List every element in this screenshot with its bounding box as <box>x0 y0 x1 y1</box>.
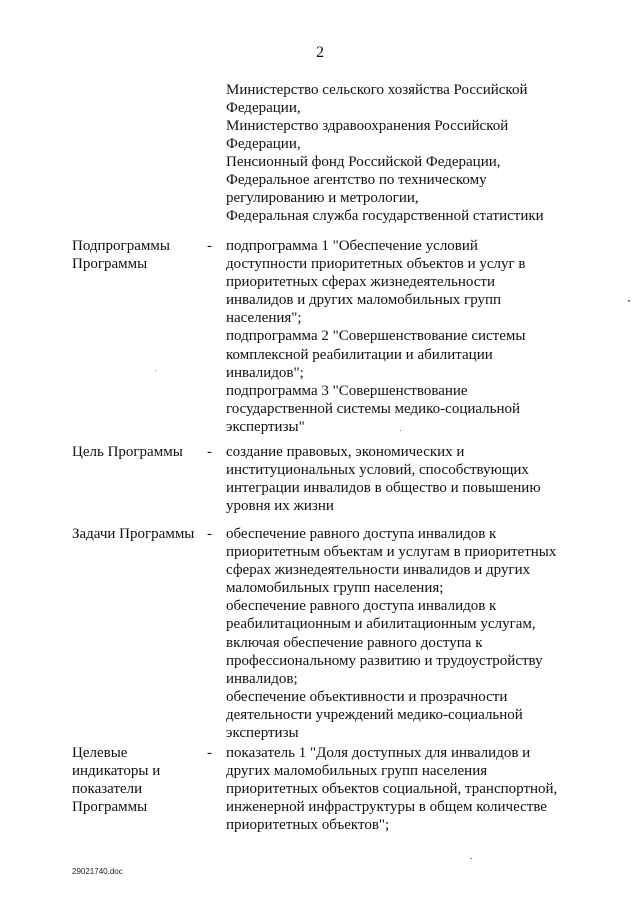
section-label <box>72 443 202 461</box>
scan-speck <box>400 430 401 431</box>
scan-speck <box>155 370 156 371</box>
content-line: других маломобильных групп населения <box>226 763 488 780</box>
intro-line: Федерации, <box>226 100 301 116</box>
section-label <box>72 237 202 273</box>
content-line: реабилитационным и абилитационным услугам, <box>226 616 536 633</box>
content-line: обеспечение объективности и прозрачности <box>226 688 508 705</box>
content-line: профессиональному развитию и трудоустройству <box>226 652 543 669</box>
section-label-line: показатели <box>72 781 143 798</box>
content-line: подпрограмма 2 "Совершенствование системы <box>226 328 526 345</box>
section-dash: - <box>207 526 212 542</box>
content-line: населения"; <box>226 310 302 327</box>
scan-speck <box>470 858 472 859</box>
content-line: подпрограмма 1 "Обеспечение условий <box>226 238 478 254</box>
intro-line: Федеральное агентство по техническому <box>226 172 487 188</box>
section-content <box>226 744 586 834</box>
footer-filename: 29021740.doc <box>72 867 123 876</box>
content-line: приоритетных объектов социальной, транспортной, <box>226 781 558 798</box>
section-label-line: Целевые <box>72 745 128 761</box>
intro-line: Министерство здравоохранения Российской <box>226 118 509 134</box>
section-label-line: индикаторы и <box>72 763 161 780</box>
content-line: приоритетных сферах жизнедеятельности <box>226 274 496 291</box>
intro-line: Федеральная служба государственной статистики <box>226 208 544 224</box>
section-dash: - <box>207 745 212 761</box>
content-line: инженерной инфраструктуры в общем количестве <box>226 799 547 816</box>
responsible-agencies-continuation <box>226 81 586 225</box>
section-label-line: Задачи Программы <box>72 526 195 542</box>
content-line: интеграции инвалидов в общество и повышению <box>226 480 541 497</box>
section-dash: - <box>207 444 212 460</box>
scan-speck <box>628 300 630 302</box>
page-number: 2 <box>316 44 324 61</box>
content-line: инвалидов; <box>226 670 298 687</box>
section-label <box>72 744 202 816</box>
content-line: комплексной реабилитации и абилитации <box>226 346 493 363</box>
content-line: экспертизы <box>226 725 299 742</box>
content-line: сферах жизнедеятельности инвалидов и других <box>226 562 531 579</box>
content-line: деятельности учреждений медико-социальной <box>226 706 523 723</box>
section-label-line: Подпрограммы <box>72 238 170 254</box>
content-line: обеспечение равного доступа инвалидов к <box>226 526 497 542</box>
intro-line: Федерации, <box>226 136 301 152</box>
content-line: инвалидов и других маломобильных групп <box>226 292 502 309</box>
section-content <box>226 443 586 515</box>
content-line: показатель 1 "Доля доступных для инвалидов и <box>226 745 531 761</box>
section-label-line: Программы <box>72 256 148 273</box>
content-line: доступности приоритетных объектов и услуг в <box>226 256 526 273</box>
content-line: инвалидов"; <box>226 364 304 381</box>
intro-line: регулированию и метрологии, <box>226 190 419 206</box>
content-line: обеспечение равного доступа инвалидов к <box>226 598 497 615</box>
content-line: уровня их жизни <box>226 498 334 515</box>
intro-line: Министерство сельского хозяйства Российской <box>226 82 528 98</box>
section-content <box>226 237 586 436</box>
section-label-line: Цель Программы <box>72 444 183 460</box>
content-line: государственной системы медико-социальной <box>226 400 521 417</box>
section-label <box>72 525 202 543</box>
content-line: создание правовых, экономических и <box>226 444 465 460</box>
content-line: приоритетных объектов"; <box>226 817 390 834</box>
content-line: экспертизы" <box>226 418 305 435</box>
intro-line: Пенсионный фонд Российской Федерации, <box>226 154 501 170</box>
content-line: институциональных условий, способствующих <box>226 462 529 479</box>
content-line: маломобильных групп населения; <box>226 580 444 597</box>
section-dash: - <box>207 238 212 254</box>
content-line: приоритетным объектам и услугам в приоритетных <box>226 544 557 561</box>
section-content <box>226 525 586 742</box>
content-line: подпрограмма 3 "Совершенствование <box>226 382 468 399</box>
section-label-line: Программы <box>72 799 148 816</box>
content-line: включая обеспечение равного доступа к <box>226 634 483 651</box>
